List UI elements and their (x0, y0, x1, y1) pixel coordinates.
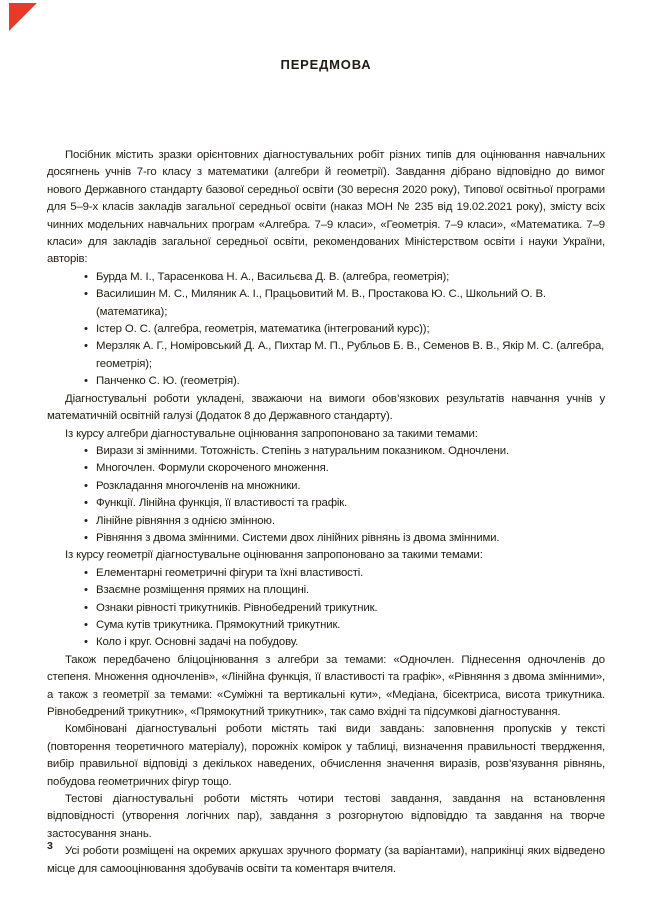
list-item: • Василишин М. С., Миляник А. І., Працьовитий М. В., Простакова Ю. С., Школьний О. В. (математика); (96, 286, 605, 321)
paragraph: Діагностувальні роботи укладені, зважаючи на вимоги обов’язкових результатів навчання учнів у математичній освітній галузі (Додаток 8 до Державного стандарту). (47, 392, 605, 423)
list-item: • Елементарні геометричні фігури та їхні властивості. (96, 565, 605, 582)
preface-body (47, 147, 605, 878)
list-item: • Функції. Лінійна функція, її властивості та графік. (96, 495, 605, 512)
list-item: • Лінійне рівняння з однією змінною. (96, 513, 605, 530)
list-item: • Розкладання многочленів на множники. (96, 478, 605, 495)
list-item: • Рівняння з двома змінними. Системи двох лінійних рівнянь із двома змінними. (96, 530, 605, 547)
list-item: • Ознаки рівності трикутників. Рівнобедрений трикутник. (96, 600, 605, 617)
paragraph: Із курсу алгебри діагностувальне оцінювання запропоновано за такими темами: (65, 427, 478, 440)
paragraph: Із курсу геометрії діагностувальне оцінювання запропоновано за такими темами: (65, 549, 483, 562)
list-item: • Бурда М. І., Тарасенкова Н. А., Васильєва Д. В. (алгебра, геометрія); (96, 269, 605, 286)
bullet-list (47, 565, 605, 652)
paragraph: Усі роботи розміщені на окремих аркушах зручного формату (за варіантами), наприкінці яких відведено місце для самооцінювання здобувачів освіти та коментаря вчителя. (47, 845, 605, 875)
paragraph: Також передбачено бліцоцінювання з алгебри за темами: «Одночлен. Піднесення одночленів до степеня. Множення одночленів», «Лінійна функція, її властивості та графік», «Рівняння з двома змінними», а також з геометрії за темами: «Суміжні та вертикальні кути», «Медіана, бісектриса, висота трикутника. Рівнобедрений трикутник», «Прямокутний трикутник», так само вхідні та підсумкові діагностування. (47, 653, 605, 718)
list-item: • Многочлен. Формули скороченого множення. (96, 460, 605, 477)
paragraph: Тестові діагностувальні роботи містять чотири тестові завдання, завдання на встановлення відповідності (утворення логічних пар), завдання з розгорнутою відповіддю та завдання на творче застосування знань. (47, 793, 605, 840)
red-corner-triangle-icon (9, 3, 37, 31)
list-item: • Вирази зі змінними. Тотожність. Степінь з натуральним показником. Одночлени. (96, 443, 605, 460)
page-number: 3 (47, 840, 53, 852)
list-item: • Взаємне розміщення прямих на площині. (96, 582, 605, 599)
list-item: • Сума кутів трикутника. Прямокутний трикутник. (96, 617, 605, 634)
list-item: • Коло і круг. Основні задачі на побудову. (96, 634, 605, 651)
list-item: • Мерзляк А. Г., Номіровський Д. А., Пихтар М. П., Рубльов Б. В., Семенов В. В., Якір М. С. (алгебра, геометрія); (96, 338, 605, 373)
paragraph: Комбіновані діагностувальні роботи містять такі види завдань: заповнення пропусків у тексті (повторення теоретичного матеріалу), порожніх комірок у таблиці, визначення правильності твердження, вибір правильної відповіді з декількох наведених, обчислення значення виразів, розв’язування рівнянь, побудова геометричних фігур тощо. (47, 723, 605, 788)
list-item: • Істер О. С. (алгебра, геометрія, математика (інтегрований курс)); (96, 321, 605, 338)
bullet-list (47, 269, 605, 391)
page-title: ПЕРЕДМОВА (280, 57, 372, 72)
paragraph: Посібник містить зразки орієнтовних діагностувальних робіт різних типів для оцінювання навчальних досягнень учнів 7-го класу з математики (алгебри й геометрії). Завдання дібрано відповідно до вимог нового Державного стандарту базової середньої освіти (30 вересня 2020 року), Типової освітньої програми для 5–9-х класів закладів загальної середньої освіти (наказ МОН № 235 від 19.02.2021 року), змісту всіх чинних модельних навчальних програм «Алгебра. 7–9 класи», «Геометрія. 7–9 класи», «Математика. 7–9 класи» для закладів загальної середньої освіти, рекомендованих Міністерством освіти і науки України, авторів: (47, 149, 605, 266)
list-item: • Панченко С. Ю. (геометрія). (96, 373, 605, 390)
bullet-list (47, 443, 605, 547)
